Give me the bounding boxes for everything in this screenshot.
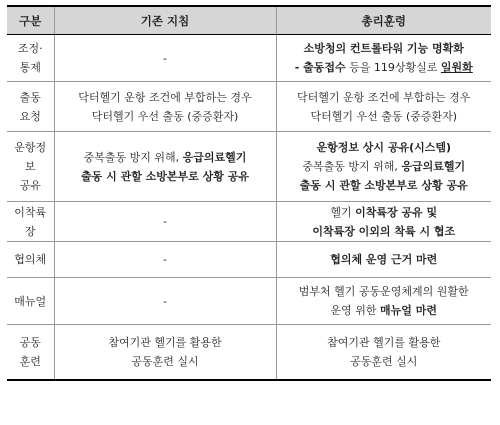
cell-line (59, 148, 272, 167)
cell-line (281, 107, 488, 126)
cell-line (281, 282, 488, 301)
table-row (7, 132, 491, 202)
header-existing-guideline: 기존 지침 (54, 6, 276, 35)
cell-text: 응급의료헬기 (182, 150, 247, 164)
header-category: 구분 (7, 6, 54, 35)
cell-line (281, 222, 488, 241)
cell-line (11, 250, 50, 269)
header-pm-directive: 총리훈령 (276, 6, 491, 35)
existing-guideline-cell (54, 278, 276, 325)
pm-directive-cell (276, 242, 491, 278)
cell-text: 참여기관 헬기를 활용한 (327, 335, 441, 349)
cell-text: - (163, 215, 167, 228)
cell-text: - (294, 61, 304, 74)
cell-line (281, 39, 488, 58)
cell-line (11, 138, 50, 157)
cell-text: 범부처 헬기 공동운영체계의 원활한 (298, 285, 469, 298)
cell-text: 운항정 (14, 141, 47, 154)
cell-text: 닥터헬기 우선 출동 (중증환자) (91, 109, 239, 123)
cell-text: 출동 시 관할 소방본부로 상황 공유 (299, 179, 468, 192)
cell-line (11, 222, 50, 241)
category-cell (7, 132, 54, 202)
table-row (7, 35, 491, 82)
cell-text: 공유 (19, 179, 41, 192)
table-row (7, 242, 491, 278)
cell-text: 닥터헬기 운항 조건에 부합하는 경우 (78, 90, 252, 104)
cell-line (11, 203, 50, 222)
cell-text: 운영 위한 (330, 304, 381, 317)
pm-directive-cell (276, 35, 491, 82)
cell-text: 참여기관 헬기를 활용한 (108, 335, 222, 349)
table-row (7, 325, 491, 380)
cell-line (59, 107, 272, 126)
cell-line (281, 138, 488, 157)
cell-text: 협의체 (14, 253, 47, 266)
table-row (7, 278, 491, 325)
cell-line (281, 301, 488, 320)
cell-text: 중복출동 방지 위해, (83, 150, 183, 164)
existing-guideline-cell (54, 202, 276, 242)
cell-text: 운항정보 상시 공유(시스템) (316, 141, 452, 154)
cell-text: 공동 (19, 335, 41, 349)
existing-guideline-cell (54, 325, 276, 380)
cell-line (281, 250, 488, 269)
category-cell (7, 35, 54, 82)
cell-text: 요청 (19, 109, 41, 123)
cell-text: 헬기 (330, 205, 356, 219)
category-cell (7, 325, 54, 380)
category-cell (7, 278, 54, 325)
cell-text: 소방청의 컨트롤타워 기능 명확화 (303, 42, 464, 55)
comparison-table (7, 5, 491, 381)
cell-text: 공동훈련 실시 (350, 354, 418, 368)
cell-text: 조정· (17, 42, 43, 55)
pm-directive-cell (276, 132, 491, 202)
table-row (7, 202, 491, 242)
cell-line (11, 333, 50, 352)
cell-text: 중복출동 방지 위해, (302, 160, 402, 173)
cell-text: 등을 119상황실로 (345, 61, 441, 74)
cell-text: 출동 시 관할 소방본부로 상황 공유 (81, 169, 249, 183)
cell-line (11, 352, 50, 371)
existing-guideline-cell (54, 242, 276, 278)
cell-line (281, 333, 488, 352)
cell-text: 공동훈련 실시 (131, 354, 199, 368)
cell-text: - (163, 294, 167, 308)
cell-text: 이착륙장 공유 및 (355, 205, 438, 219)
cell-line (281, 176, 488, 195)
cell-text: 보 (24, 160, 36, 173)
cell-text: 응급의료헬기 (401, 160, 466, 173)
cell-line (59, 333, 272, 352)
cell-line (11, 88, 50, 107)
category-cell (7, 242, 54, 278)
cell-line (11, 157, 50, 176)
existing-guideline-cell (54, 82, 276, 132)
cell-line (59, 352, 272, 371)
cell-line (11, 176, 50, 195)
cell-text: 통제 (19, 61, 41, 74)
pm-directive-cell (276, 325, 491, 380)
cell-line (11, 58, 50, 77)
cell-line (11, 107, 50, 126)
cell-text: 출동접수 (303, 61, 346, 74)
cell-text: - (163, 51, 167, 65)
cell-text: 닥터헬기 우선 출동 (중증환자) (310, 109, 458, 123)
header-row (7, 6, 491, 35)
pm-directive-cell (276, 202, 491, 242)
cell-text: 출동 (19, 90, 41, 104)
cell-text: 매뉴얼 (14, 294, 47, 308)
cell-line (281, 352, 488, 371)
cell-text: 일원화 (440, 61, 473, 74)
cell-text: - (163, 253, 167, 266)
pm-directive-cell (276, 82, 491, 132)
existing-guideline-cell (54, 35, 276, 82)
category-cell (7, 202, 54, 242)
cell-text: 닥터헬기 운항 조건에 부합하는 경우 (297, 90, 471, 104)
cell-line (11, 292, 50, 311)
cell-line (11, 39, 50, 58)
cell-text: 이착륙장 이외의 착륙 시 협조 (312, 224, 456, 238)
cell-line (281, 157, 488, 176)
cell-line (281, 58, 488, 77)
cell-text: 이착륙 (14, 205, 47, 219)
cell-text: 협의체 운영 근거 마련 (330, 253, 438, 266)
cell-text: 장 (24, 224, 36, 238)
table-row (7, 82, 491, 132)
cell-line (59, 88, 272, 107)
cell-line (59, 167, 272, 186)
cell-line (281, 203, 488, 222)
cell-line (281, 88, 488, 107)
pm-directive-cell (276, 278, 491, 325)
cell-text: 훈련 (19, 354, 41, 368)
existing-guideline-cell (54, 132, 276, 202)
cell-text: 매뉴얼 마련 (380, 304, 437, 317)
category-cell (7, 82, 54, 132)
